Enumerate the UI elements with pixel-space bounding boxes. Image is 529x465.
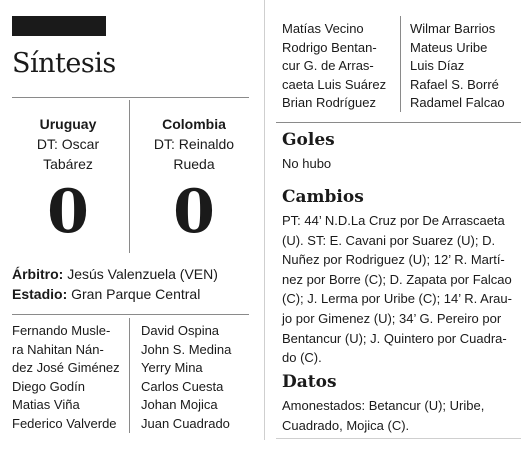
lineup-line: Carlos Cuesta (141, 378, 224, 394)
cambios-line: nez por Borre (C); D. Zapata por Falcao (282, 271, 512, 287)
datos-text (282, 396, 522, 435)
uruguay-lineup (12, 322, 120, 434)
lineup-line: Fernando Musle- (12, 323, 111, 338)
away-team-block (138, 114, 250, 174)
lineup-line: David Ospina (141, 323, 220, 338)
datos-line: Amonestados: Betancur (U); Uribe, (282, 398, 485, 413)
cambios-heading: Cambios (282, 187, 364, 207)
lineup-line: John S. Medina (141, 341, 232, 357)
lineup-line: Matías Vecino (282, 21, 364, 36)
lineup-line: Mateus Uribe (410, 39, 488, 55)
away-coach-line: Rueda (173, 156, 215, 172)
divider (276, 438, 521, 439)
home-score: 0 (47, 177, 89, 247)
home-team-block (12, 114, 124, 174)
cambios-line: (U). ST: E. Cavani por Suarez (U); D. (282, 232, 496, 248)
lineup-line: Juan Cuadrado (141, 415, 230, 431)
referee-label: Árbitro: (12, 266, 64, 282)
lineup-line: cur G. de Arras- (282, 58, 374, 74)
away-team-name: Colombia (162, 116, 226, 132)
lineup-line: Johan Mojica (141, 397, 218, 413)
cambios-line: do (C). (282, 350, 322, 366)
lineup-line: Radamel Falcao (410, 95, 505, 111)
goles-text: No hubo (282, 156, 332, 171)
team-divider (129, 100, 130, 253)
cambios-line: Bentancur (U); J. Quintero por Cuadra- (282, 330, 507, 346)
divider (12, 97, 249, 98)
stadium-value: Gran Parque Central (71, 286, 201, 302)
lineup-line: ra Nahitan Nán- (12, 341, 104, 357)
datos-line: Cuadrado, Mojica (C). (282, 417, 410, 433)
lineup-divider (400, 16, 401, 112)
goles-heading: Goles (282, 130, 335, 150)
lineup-line: Rafael S. Borré (410, 76, 499, 92)
stadium-label: Estadio: (12, 286, 68, 302)
lineup-line: Rodrigo Bentan- (282, 39, 377, 55)
away-score: 0 (173, 177, 215, 247)
home-coach-line: DT: Oscar (36, 136, 100, 152)
lineup-divider (129, 318, 130, 433)
lineup-line: Luis Díaz (410, 58, 465, 74)
home-coach-line: Tabárez (43, 156, 93, 172)
lineup-line: Yerry Mina (141, 360, 203, 376)
referee-value: Jesús Valenzuela (VEN) (67, 266, 218, 282)
referee-line (12, 265, 218, 284)
cambios-line: PT: 44’ N.D.La Cruz por De Arrascaeta (282, 213, 505, 228)
lineup-line: Brian Rodríguez (282, 95, 376, 111)
cambios-line: (C); J. Lerma por Uribe (C); 14’ R. Arau- (282, 291, 512, 307)
cambios-text (282, 211, 522, 368)
column-separator (264, 0, 265, 440)
stadium-line (12, 285, 200, 304)
home-team-name: Uruguay (39, 116, 97, 132)
datos-heading: Datos (282, 372, 337, 392)
lineup-line: caeta Luis Suárez (282, 76, 387, 92)
page-title: Síntesis (12, 48, 116, 79)
section-bar (12, 16, 106, 36)
divider (276, 122, 521, 123)
cambios-line: Nuñez por Rodriguez (U); 12’ R. Martí- (282, 252, 505, 268)
uruguay-lineup-continued (282, 20, 386, 113)
lineup-line: Federico Valverde (12, 415, 117, 431)
lineup-line: dez José Giménez (12, 360, 120, 376)
colombia-lineup-continued (410, 20, 505, 113)
colombia-lineup (141, 322, 231, 434)
lineup-line: Matias Viña (12, 397, 80, 413)
lineup-line: Wilmar Barrios (410, 21, 496, 36)
away-coach-line: DT: Reinaldo (153, 136, 235, 152)
lineup-line: Diego Godín (12, 378, 85, 394)
cambios-line: jo por Gimenez (U); 34’ G. Pereiro por (282, 310, 502, 326)
divider (12, 314, 249, 315)
